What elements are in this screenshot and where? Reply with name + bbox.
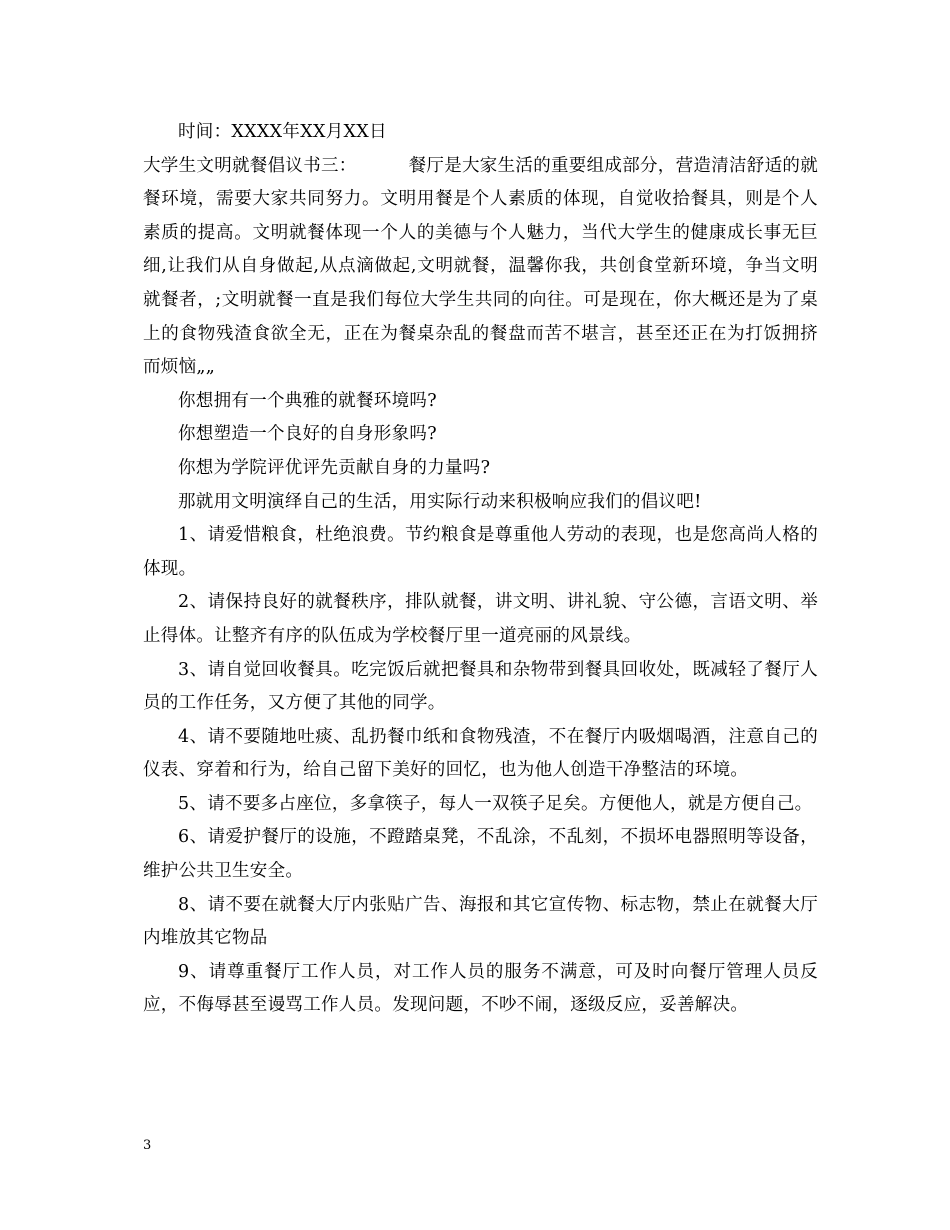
intro-paragraph: [143, 150, 818, 385]
initiative-item-1: 1、请爱惜粮食，杜绝浪费。节约粮食是尊重他人劳动的表现，也是您高尚人格的体现。: [143, 525, 818, 579]
initiative-item-4: 4、请不要随地吐痰、乱扔餐巾纸和食物残渣，不在餐厅内吸烟喝酒，注意自己的仪表、穿着和行为，给自己留下美好的回忆，也为他人创造干净整洁的环境。: [143, 726, 818, 781]
initiative-item-3: 3、请自觉回收餐具。吃完饭后就把餐具和杂物带到餐具回收处，既减轻了餐厅人员的工作任务，又方便了其他的同学。: [143, 659, 818, 714]
initiative-item-2: 2、请保持良好的就餐秩序，排队就餐，讲文明、讲礼貌、守公德，言语文明、举止得体。让整齐有序的队伍成为学校餐厅里一道亮丽的风景线。: [143, 592, 818, 646]
initiative-item-9: 9、请尊重餐厅工作人员，对工作人员的服务不满意，可及时向餐厅管理人员反应，不侮辱甚至谩骂工作人员。发现问题，不吵不闹，逐级反应，妥善解决。: [143, 961, 818, 1016]
initiative-item-8: 8、请不要在就餐大厅内张贴广告、海报和其它宣传物、标志物，禁止在就餐大厅内堆放其它物品: [143, 894, 818, 949]
document-body: [143, 116, 818, 1023]
question-3: 你想为学院评优评先贡献自身的力量吗?: [178, 457, 491, 478]
page-number: 3: [143, 1138, 152, 1153]
time-line: 时间：XXXX年XX月XX日: [178, 122, 387, 142]
initiative-item-6: 6、请爱护餐厅的设施，不蹬踏桌凳，不乱涂，不乱刻，不损坏电器照明等设备，维护公共卫生安全。: [143, 827, 818, 882]
section-heading: 大学生文明就餐倡议书三：: [143, 155, 357, 176]
call-to-action: 那就用文明演绎自己的生活，用实际行动来积极响应我们的倡议吧!: [178, 491, 702, 512]
initiative-item-5: 5、请不要多占座位，多拿筷子，每人一双筷子足矣。方便他人，就是方便自己。: [178, 793, 813, 814]
intro-text: 餐厅是大家生活的重要组成部分，营造清洁舒适的就餐环境，需要大家共同努力。文明用餐是个人素质的体现，自觉收拾餐具，则是个人素质的提高。文明就餐体现一个人的美德与个人魅力，当代大学生的健康成长事无巨细,让我们从自身做起,从点滴做起,文明就餐，温馨你我，共创食堂新环境，争当文明就餐者，;文明就餐一直是我们每位大学生共同的向往。可是现在，你大概还是为了桌上的食物残渣食欲全无，正在为餐桌杂乱的餐盘而苦不堪言，甚至还正在为打饭拥挤而烦恼„„: [143, 155, 819, 378]
question-1: 你想拥有一个典雅的就餐环境吗?: [178, 390, 437, 411]
question-2: 你想塑造一个良好的自身形象吗?: [178, 424, 437, 445]
